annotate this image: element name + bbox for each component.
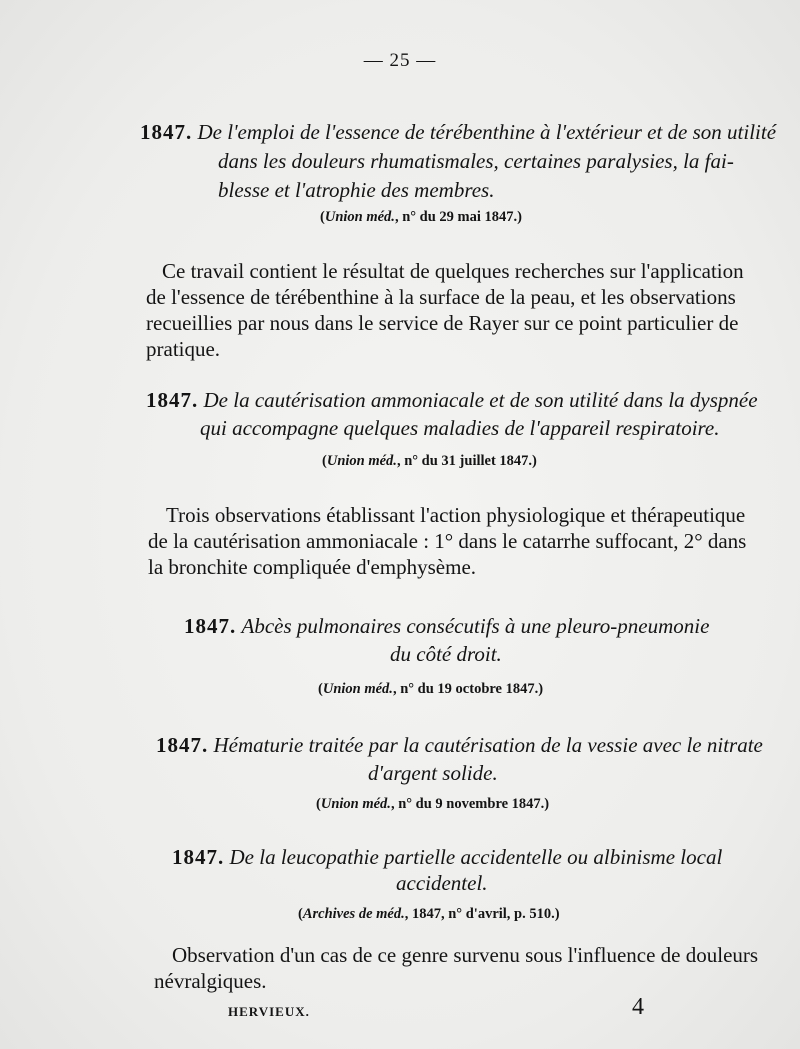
entry-title-line: Abcès pulmonaires consécutifs à une pleuro-pneumonie — [241, 614, 710, 638]
entry-heading-cont — [396, 869, 596, 898]
entry-title-line: De l'emploi de l'essence de térébenthine à l'extérieur et de son utilité — [197, 120, 777, 144]
entry-body — [148, 502, 747, 580]
entry-title-line: blesse et l'atrophie des membres. — [218, 178, 495, 202]
citation-journal: Archives de méd. — [302, 906, 405, 922]
entry-heading — [184, 612, 710, 641]
entry-heading-cont — [218, 147, 734, 205]
entry-year: 1847. — [140, 120, 193, 144]
body-line: Ce travail contient le résultat de quelques recherches sur l'application — [162, 259, 744, 283]
body-line: recueillies par nous dans le service de Rayer sur ce point particulier de — [146, 311, 739, 335]
citation-journal: Union méd. — [320, 796, 391, 812]
citation-details: , n° du 29 mai 1847.) — [394, 209, 522, 225]
entry-title-line: De la cautérisation ammoniacale et de son utilité dans la dyspnée — [203, 388, 758, 412]
citation-details: , 1847, n° d'avril, p. 510.) — [404, 906, 560, 922]
entry-body — [154, 942, 759, 994]
entry-title-line: Hématurie traitée par la cautérisation de la vessie avec le nitrate — [213, 733, 763, 757]
entry-title-line: dans les douleurs rhumatismales, certaines paralysies, la fai- — [218, 149, 734, 173]
citation-journal: Union méd. — [326, 453, 397, 469]
body-line: pratique. — [146, 337, 221, 361]
signature-mark: 4 — [632, 994, 644, 1020]
entry-citation: (Union méd., n° du 9 novembre 1847.) — [316, 796, 550, 812]
entry-title-line: accidentel. — [396, 871, 488, 895]
entry-citation: (Archives de méd., 1847, n° d'avril, p. 510.) — [298, 906, 560, 922]
footer-author: HERVIEUX. — [228, 1004, 310, 1019]
body-line: névralgiques. — [154, 969, 267, 993]
entry-body — [146, 258, 744, 362]
entry-heading — [172, 843, 723, 872]
entry-citation: (Union méd., n° du 29 mai 1847.) — [320, 209, 522, 225]
entry-heading-cont — [368, 759, 568, 788]
entry-year: 1847. — [172, 845, 225, 869]
body-line: Observation d'un cas de ce genre survenu sous l'influence de douleurs — [172, 943, 759, 967]
page-number: — 25 — — [363, 50, 437, 71]
entry-year: 1847. — [156, 733, 209, 757]
body-line: de l'essence de térébenthine à la surface de la peau, et les observations — [146, 285, 736, 309]
entry-year: 1847. — [146, 388, 199, 412]
body-line: Trois observations établissant l'action physiologique et thérapeutique — [166, 503, 746, 527]
entry-heading — [146, 386, 758, 415]
entry-citation: (Union méd., n° du 19 octobre 1847.) — [318, 681, 544, 697]
entry-title-line: d'argent solide. — [368, 761, 498, 785]
citation-journal: Union méd. — [322, 681, 393, 697]
citation-journal: Union méd. — [324, 209, 395, 225]
citation-details: , n° du 19 octobre 1847.) — [392, 681, 544, 697]
entry-citation: (Union méd., n° du 31 juillet 1847.) — [322, 453, 537, 469]
body-line: de la cautérisation ammoniacale : 1° dans le catarrhe suffocant, 2° dans — [148, 529, 747, 553]
citation-details: , n° du 31 juillet 1847.) — [396, 453, 537, 469]
entry-heading-cont — [390, 640, 590, 669]
entry-title-line: De la leucopathie partielle accidentelle ou albinisme local — [229, 845, 723, 869]
body-line: la bronchite compliquée d'emphysème. — [148, 555, 477, 579]
entry-heading-cont — [200, 414, 720, 443]
entry-title-line: du côté droit. — [390, 642, 502, 666]
entry-heading — [156, 731, 763, 760]
entry-year: 1847. — [184, 614, 237, 638]
entry-title-line: qui accompagne quelques maladies de l'appareil respiratoire. — [200, 416, 720, 440]
entry-heading — [140, 118, 777, 147]
citation-details: , n° du 9 novembre 1847.) — [390, 796, 550, 812]
